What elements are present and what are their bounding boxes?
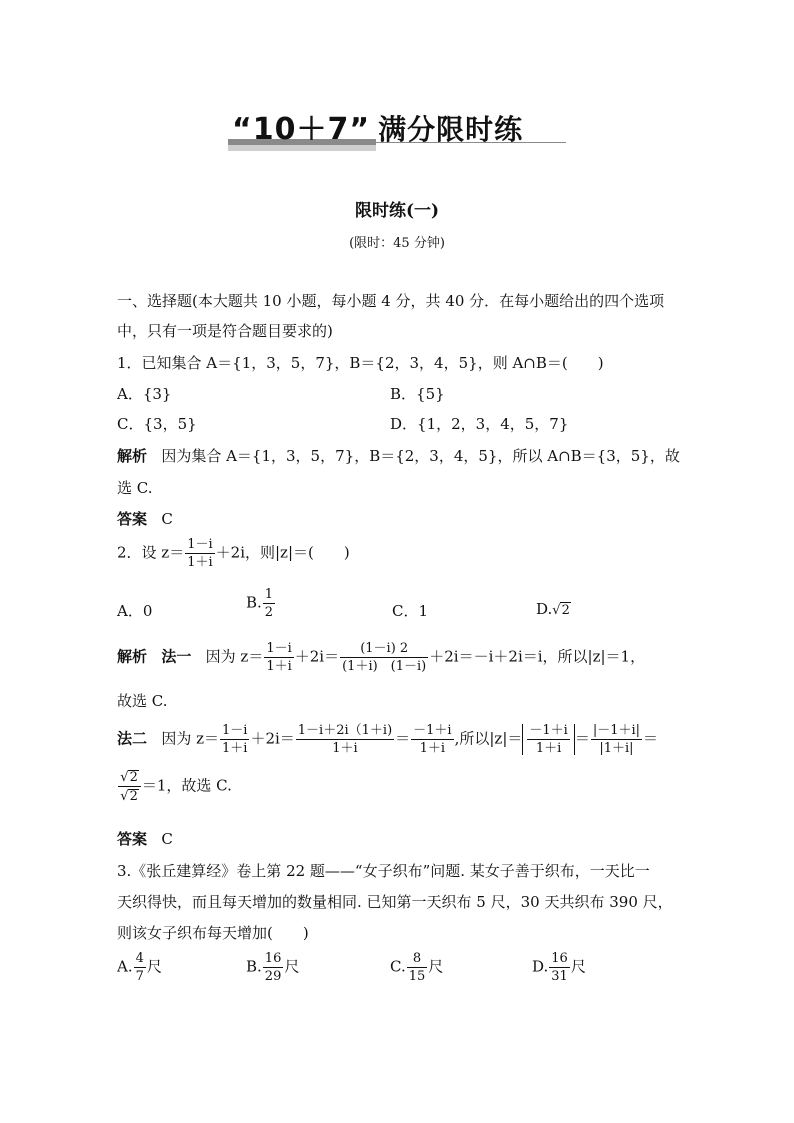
q2-option-b xyxy=(246,588,276,619)
q3-option-a xyxy=(117,952,162,983)
q1-answer xyxy=(117,508,173,529)
q1-stem: 1．已知集合 A＝{1，3，5，7}，B＝{2，3，4，5}，则 A∩B＝( ) xyxy=(117,354,604,372)
banner-title xyxy=(232,104,523,148)
q3-option-b-fraction xyxy=(263,952,284,983)
q1-option-b: B．{5} xyxy=(390,385,445,403)
q2-method1-line-1 xyxy=(117,642,645,673)
q2-stem-prefix: 2．设 z＝ xyxy=(117,543,185,562)
q3-option-d xyxy=(532,952,586,983)
q2-analysis-label: 解析 xyxy=(117,647,148,666)
q2-m2-abs xyxy=(522,724,574,755)
q1-option-a: A．{3} xyxy=(117,385,172,403)
q1-option-d: D．{1，2，3，4，5，7} xyxy=(390,415,569,433)
q3-stem-line-3: 则该女子织布每天增加( ) xyxy=(117,924,309,942)
q2-m2-f1-den: 1＋i xyxy=(222,741,248,756)
q3-option-d-fraction xyxy=(549,952,570,983)
time-limit: (限时：45 分钟) xyxy=(349,236,445,251)
q1-option-c: C．{3，5} xyxy=(117,415,197,433)
q2-stem-numerator: 1－i xyxy=(187,537,213,552)
q2-m2-line2-suffix: ＝1，故选 C. xyxy=(141,776,232,795)
q2-m1-fraction-2 xyxy=(340,642,428,673)
q2-m2-fraction-1 xyxy=(220,724,249,755)
q3-option-c-den: 15 xyxy=(408,969,426,984)
q2-stem-fraction xyxy=(185,538,214,569)
q2-m2-eq: ＝ xyxy=(395,729,411,748)
q2-m2-so: ,所以|z|＝ xyxy=(454,729,523,748)
q2-method2-line-2 xyxy=(117,770,232,803)
q3-option-c xyxy=(390,952,443,983)
q2-m2-f3-den: 1＋i xyxy=(411,739,453,755)
q2-m2-f1-num: 1－i xyxy=(222,723,248,738)
q2-option-b-den: 2 xyxy=(264,605,274,620)
q1-analysis-line-1 xyxy=(117,445,680,466)
q2-m2-sqrt-den-radical: √ 2 xyxy=(128,789,139,803)
q2-option-b-num: 1 xyxy=(264,587,274,602)
q2-m2-f4-den: 1＋i xyxy=(527,739,569,755)
q3-option-b-num: 16 xyxy=(264,951,282,966)
banner-text: 满分限时练 xyxy=(378,113,524,146)
q2-option-b-label: B. xyxy=(246,593,262,612)
q2-m2-f5-num: |－1＋i| xyxy=(592,723,641,738)
q1-answer-label: 答案 xyxy=(117,510,148,528)
q2-m1-f1-num: 1－i xyxy=(266,641,292,656)
q2-stem xyxy=(117,538,350,569)
q2-option-a: A．0 xyxy=(117,602,153,620)
q2-m2-f4-num: －1＋i xyxy=(529,723,568,738)
q1-answer-value: C xyxy=(161,510,173,528)
q2-method1-line-2: 故选 C. xyxy=(117,692,168,710)
q3-option-a-num: 4 xyxy=(135,951,144,966)
q3-option-b-unit: 尺 xyxy=(284,957,300,976)
q2-method1-label: 法一 xyxy=(161,647,192,666)
q3-option-d-num: 16 xyxy=(551,951,568,966)
q2-m2-prefix: 因为 z＝ xyxy=(161,729,219,748)
q2-option-d xyxy=(536,600,571,618)
q2-m2-f2-num: 1－i＋2i（1＋i) xyxy=(297,723,393,738)
q2-m2-fraction-2 xyxy=(296,724,394,755)
q2-answer xyxy=(117,828,173,849)
q3-option-b xyxy=(246,952,299,983)
q2-m1-f2-den: (1＋i) (1－i) xyxy=(342,659,427,674)
banner-number: “10＋7” xyxy=(232,112,371,147)
q2-m2-f3-num: －1＋i xyxy=(413,723,452,738)
q2-m2-fraction-4 xyxy=(527,724,569,755)
q3-option-b-label: B. xyxy=(246,957,262,976)
q3-option-c-label: C. xyxy=(390,957,406,976)
page-title: 限时练(一) xyxy=(354,201,440,221)
q1-analysis-line-2: 选 C. xyxy=(117,479,153,497)
q2-m1-suffix: ＋2i＝－i＋2i＝i，所以|z|＝1， xyxy=(429,647,646,666)
q2-answer-label: 答案 xyxy=(117,830,148,848)
section-heading-line-2: 中，只有一项是符合题目要求的) xyxy=(117,322,333,340)
q2-m2-sqrt-num xyxy=(118,770,141,786)
q2-m2-f5-den: |1＋i| xyxy=(591,739,642,755)
q2-m2-fraction-3 xyxy=(411,724,453,755)
q2-m2-sqrt-fraction xyxy=(118,770,141,803)
q2-method2-label: 法二 xyxy=(117,729,148,748)
q3-option-d-den: 31 xyxy=(551,969,568,984)
q1-analysis-label: 解析 xyxy=(117,447,148,465)
q2-m2-plus: ＋2i＝ xyxy=(250,729,295,748)
section-heading-line-1: 一、选择题(本大题共 10 小题，每小题 4 分，共 40 分．在每小题给出的四个选项 xyxy=(117,292,665,310)
q2-m1-f2-num: (1－i) 2 xyxy=(360,641,409,656)
q3-option-c-num: 8 xyxy=(412,951,422,966)
q3-option-a-unit: 尺 xyxy=(146,957,162,976)
q2-m1-fraction-1 xyxy=(264,642,293,673)
q3-option-a-den: 7 xyxy=(135,969,144,984)
q3-option-d-unit: 尺 xyxy=(570,957,586,976)
q2-stem-suffix: ＋2i，则|z|＝( ) xyxy=(215,543,350,562)
q3-option-c-fraction xyxy=(407,952,428,983)
q2-m2-f2-den: 1＋i xyxy=(296,739,394,755)
q2-m2-sqrt-den xyxy=(118,786,141,803)
q2-stem-denominator: 1＋i xyxy=(187,555,213,570)
q2-m1-f1-den: 1＋i xyxy=(266,659,292,674)
q2-answer-value: C xyxy=(161,830,173,848)
q2-option-c: C．1 xyxy=(392,602,429,620)
q3-stem-line-2: 天织得快，而且每天增加的数量相同. 已知第一天织布 5 尺，30 天共织布 390 尺， xyxy=(117,893,673,911)
q2-m2-end: ＝ xyxy=(643,729,659,748)
q2-option-d-radical: √ 2 xyxy=(560,602,571,618)
q2-option-d-label: D. xyxy=(536,600,553,618)
q1-analysis-text: 因为集合 A＝{1，3，5，7}，B＝{2，3，4，5}，所以 A∩B＝{3，5}，故 xyxy=(161,447,680,465)
q3-stem-line-1: 3.《张丘建算经》卷上第 22 题——“女子织布”问题. 某女子善于织布，一天比一 xyxy=(117,862,650,880)
q3-option-d-label: D. xyxy=(532,957,549,976)
q3-option-b-den: 29 xyxy=(264,969,282,984)
q2-option-b-fraction xyxy=(263,588,275,619)
q2-method2-line-1 xyxy=(117,724,658,755)
q3-option-a-fraction xyxy=(134,952,146,983)
q2-m1-mid: ＋2i＝ xyxy=(294,647,340,666)
q2-m2-sqrt-num-radical: √ 2 xyxy=(128,770,139,784)
q3-option-c-unit: 尺 xyxy=(428,957,444,976)
q3-option-a-label: A. xyxy=(117,957,133,976)
q2-m1-prefix: 因为 z＝ xyxy=(205,647,264,666)
q2-m2-fraction-5 xyxy=(591,724,642,755)
q2-m2-eq-2: ＝ xyxy=(574,729,590,748)
